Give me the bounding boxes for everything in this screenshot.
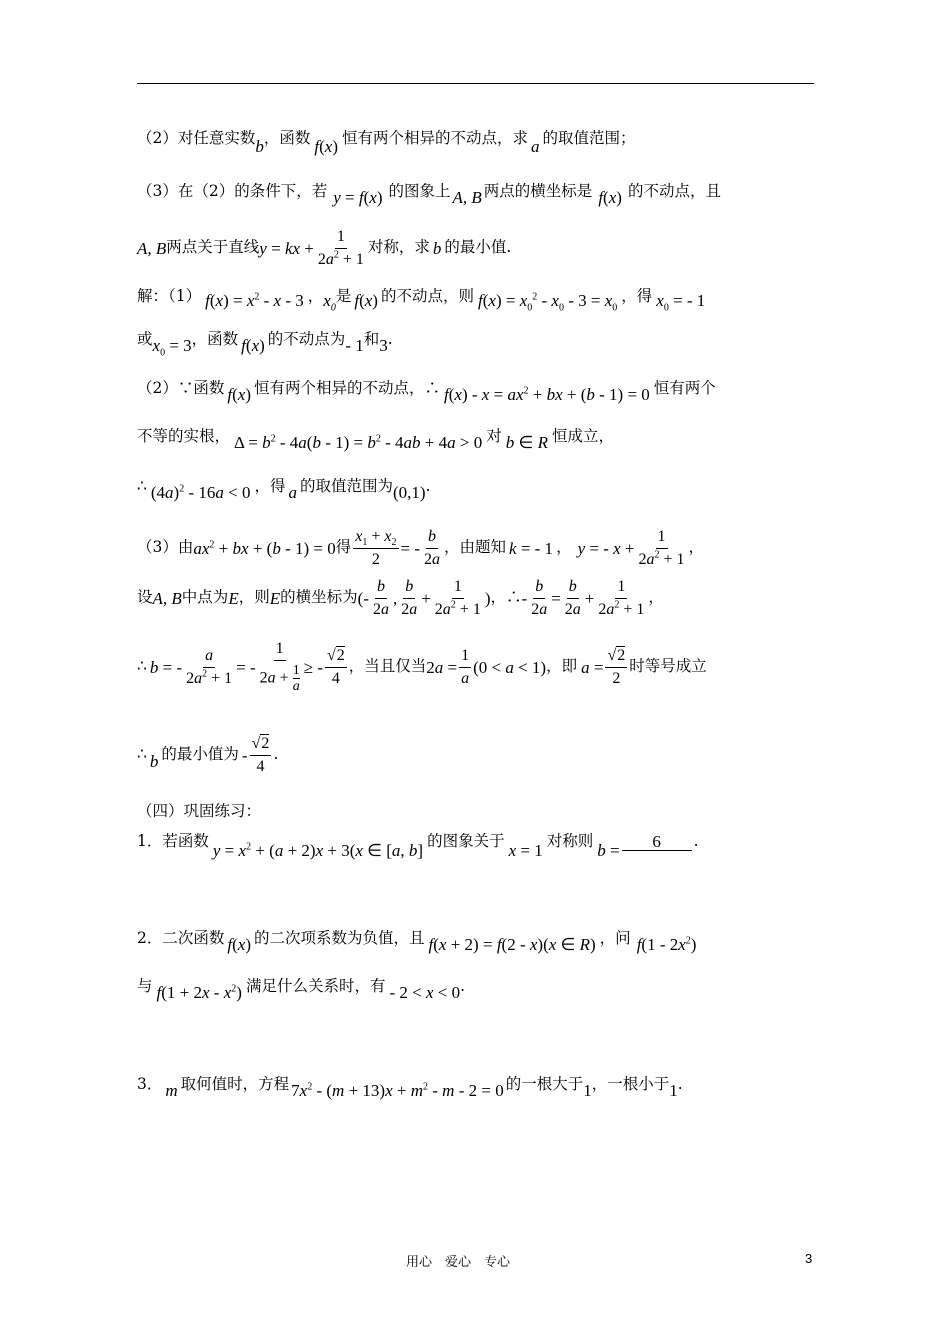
- text: .: [460, 976, 466, 995]
- text: ，由题知: [444, 538, 507, 557]
- text: 对称则: [546, 832, 594, 851]
- problem-part-3-line-2: A, B 两点关于直线 y = kx + $\frac{1}{2a^2 + 1}$ 对称，求 b 的最小值.: [137, 228, 512, 268]
- text: 与: [137, 976, 153, 995]
- fraction: $\frac{1}{2a^2 + 1}$: [434, 578, 481, 618]
- fraction: 1 2a + $\frac{1}{a}$: [259, 640, 300, 694]
- fraction: $\frac{b}{2a}$: [564, 578, 581, 618]
- fraction: $\frac{b}{2a}$: [372, 578, 389, 618]
- fraction: $\frac{1}{2a^2 + 1}$: [638, 528, 685, 568]
- text: 解：（1）: [137, 286, 202, 305]
- text: 恒有两个相异的不动点，求: [342, 128, 529, 147]
- fraction: $\frac{1}{2a^2 + 1}$: [598, 578, 645, 618]
- text: （2）∵函数: [137, 378, 225, 397]
- text: 或: [137, 329, 153, 348]
- section-heading: （四）巩固练习：: [137, 802, 262, 820]
- text: .: [425, 476, 431, 495]
- solution-3-line-3: ∴ b = - $\frac{a}{2a^2 + 1}$ = - 1 2a + $\frac{1}{a}$ ≥ - $\frac{√2}{4}$ ，当且仅当 2a = $\frac{1}{a}$ (0 < a < 1) ，即 a = $\frac{√2}{2}$ 时等号成立: [137, 640, 707, 694]
- text: 的取值范围为: [300, 476, 394, 495]
- text: 恒有两个: [653, 378, 716, 397]
- text: 得: [335, 538, 352, 557]
- text: ，则: [238, 588, 270, 607]
- fraction: $\frac{x_1 + x_2}{2}$: [355, 528, 397, 568]
- fraction: $\frac{b}{2a}$: [424, 528, 440, 568]
- text: 不等的实根，: [137, 426, 231, 445]
- text: 对: [486, 426, 502, 445]
- text: 设: [137, 588, 153, 607]
- text: 的最小值为: [161, 745, 239, 764]
- text: .: [387, 329, 393, 348]
- text: ，: [688, 538, 705, 557]
- text: ，得: [621, 286, 653, 305]
- solution-3-line-1: （3）由 $ax^2$ + bx + (b - 1) = 0 得 $\frac{x_1 + x_2}{2}$ = - $\frac{b}{2a}$ ，由题知 k = - 1 ， y = - x + $\frac{1}{2a^2 + 1}$ ，: [137, 528, 705, 568]
- solution-2-line-2: 不等的实根， $\Delta = b^2 - 4a(b - 1) = b^2 - 4ab + 4a > 0$ 对 b ∈ R 恒成立，: [137, 426, 614, 452]
- text: .: [693, 832, 699, 851]
- text: 的最小值.: [444, 238, 512, 257]
- text: （2）对任意实数: [137, 128, 256, 147]
- text: 对称，求: [367, 238, 430, 257]
- text: （3）在（2）的条件下，若: [137, 181, 328, 200]
- text: ，问: [599, 928, 631, 947]
- text: 时等号成立: [629, 657, 707, 676]
- text: 两点的横坐标是: [483, 181, 593, 200]
- page-number: 3: [805, 1251, 813, 1266]
- fraction: $\frac{√2}{4}$: [251, 735, 270, 775]
- text: 恒有两个相异的不动点，∴: [254, 378, 441, 397]
- problem-part-3-line-1: （3）在（2）的条件下，若 y = f(x) 的图象上 A, B 两点的横坐标是 f(x) 的不动点，且: [137, 181, 721, 207]
- text: 满足什么关系时，有: [245, 976, 386, 995]
- fraction: $\frac{1}{2a^2 + 1}$: [317, 228, 364, 268]
- text: ，一根小于: [591, 1074, 670, 1093]
- text: ∴: [137, 745, 147, 764]
- answer-blank: 6: [622, 833, 692, 851]
- practice-question-3: 3． m 取何值时，方程 $7x^2 - (m + 13)x + m^2 - m - 2 = 0$ 的一根大于 1 ，一根小于 1 .: [137, 1074, 683, 1100]
- text: 1．若函数: [137, 832, 209, 851]
- practice-question-1: 1．若函数 $y = x^2 + (a + 2)x + 3(x$ ∈ [a, b] 的图象关于 x = 1 对称则 b = 6 .: [137, 832, 699, 860]
- text: ∴: [137, 657, 147, 676]
- text: ，: [556, 538, 572, 557]
- practice-heading: [137, 804, 817, 820]
- problem-part-2: （2）对任意实数 b ，函数 f(x) 恒有两个相异的不动点，求 a 的取值范围；: [137, 128, 636, 156]
- solution-2-line-1: （2）∵函数 f(x) 恒有两个相异的不动点，∴ $f(x) - x = ax^2$ + bx + (b - 1) = 0 恒有两个: [137, 378, 716, 404]
- practice-question-2-line-2: 与 $f(1 + 2x - x^2)$ 满足什么关系时，有 - 2 < x < 0 .: [137, 976, 466, 1002]
- text: ，即: [546, 657, 578, 676]
- text: 恒成立，: [551, 426, 614, 445]
- text: ，得: [254, 476, 286, 495]
- solution-3-line-2: 设 A, B 中点为 E ，则 E 的横坐标为 (- $\frac{b}{2a}$ , $\frac{b}{2a}$ + $\frac{1}{2a^2 + 1}$ ) ，∴ - $\frac{b}{2a}$ = $\frac{b}{2a}$ + $\frac{1}{2a^2 + 1}$ ，: [137, 578, 664, 618]
- header-rule: [137, 83, 814, 84]
- text: 的不动点，且: [627, 181, 721, 200]
- fraction: $\frac{1}{a}$: [461, 647, 470, 687]
- text: 两点关于直线: [166, 238, 260, 257]
- text: ，当且仅当: [348, 657, 427, 676]
- practice-question-2-line-1: 2．二次函数 f(x) 的二次项系数为负值，且 f(x + 2) = f(2 - x)(x ∈ R) ，问 $f(1 - 2x^2)$: [137, 928, 697, 954]
- text: 的二次项系数为负值，且: [254, 928, 425, 947]
- text: 的不动点，则: [380, 286, 474, 305]
- fraction: $\frac{√2}{4}$: [326, 647, 345, 687]
- text: 是: [335, 286, 352, 305]
- text: ，: [307, 286, 324, 305]
- text: 的取值范围；: [542, 128, 636, 147]
- text: .: [677, 1074, 683, 1093]
- solution-1-line-2: 或 $x_0 = 3$ ，函数 f(x) 的不动点为 - 1 和 3 .: [137, 329, 393, 359]
- solution-3-line-4: ∴ b 的最小值为 - $\frac{√2}{4}$ .: [137, 735, 279, 775]
- text: .: [273, 745, 279, 764]
- footer-text: 用心 爱心 专心: [406, 1255, 511, 1270]
- text: （3）由: [137, 538, 194, 557]
- fraction: $\frac{a}{2a^2 + 1}$: [186, 647, 233, 687]
- text: 的图象关于: [427, 832, 505, 851]
- text: 的图象上: [388, 181, 451, 200]
- text: ，∴: [490, 588, 522, 607]
- text: 3．: [137, 1074, 163, 1093]
- fraction: $\frac{b}{2a}$: [531, 578, 548, 618]
- fraction: $\frac{b}{2a}$: [401, 578, 418, 618]
- solution-1-line-1: 解：（1） $f(x) = x^2 - x - 3$ ， $x_0$ 是 f(x) 的不动点，则 $f(x) = x_0^2 - x_0 - 3 = x_0$ ，得 $x_0$ = - 1: [137, 286, 706, 314]
- text: 的不动点为: [267, 329, 346, 348]
- text: 取何值时，方程: [180, 1074, 290, 1093]
- solution-2-line-3: ∴ $(4a)^2 - 16a < 0$ ，得 a 的取值范围为 (0,1) .: [137, 476, 431, 502]
- text: 的一根大于: [505, 1074, 584, 1093]
- text: ，函数: [263, 128, 311, 147]
- text: 和: [363, 329, 380, 348]
- text: ，: [648, 588, 664, 607]
- text: 的横坐标为: [280, 588, 358, 607]
- text: ∴: [137, 476, 147, 495]
- text: 中点为: [181, 588, 229, 607]
- fraction: $\frac{√2}{2}$: [607, 647, 626, 687]
- text: ，函数: [191, 329, 239, 348]
- text: 2．二次函数: [137, 928, 225, 947]
